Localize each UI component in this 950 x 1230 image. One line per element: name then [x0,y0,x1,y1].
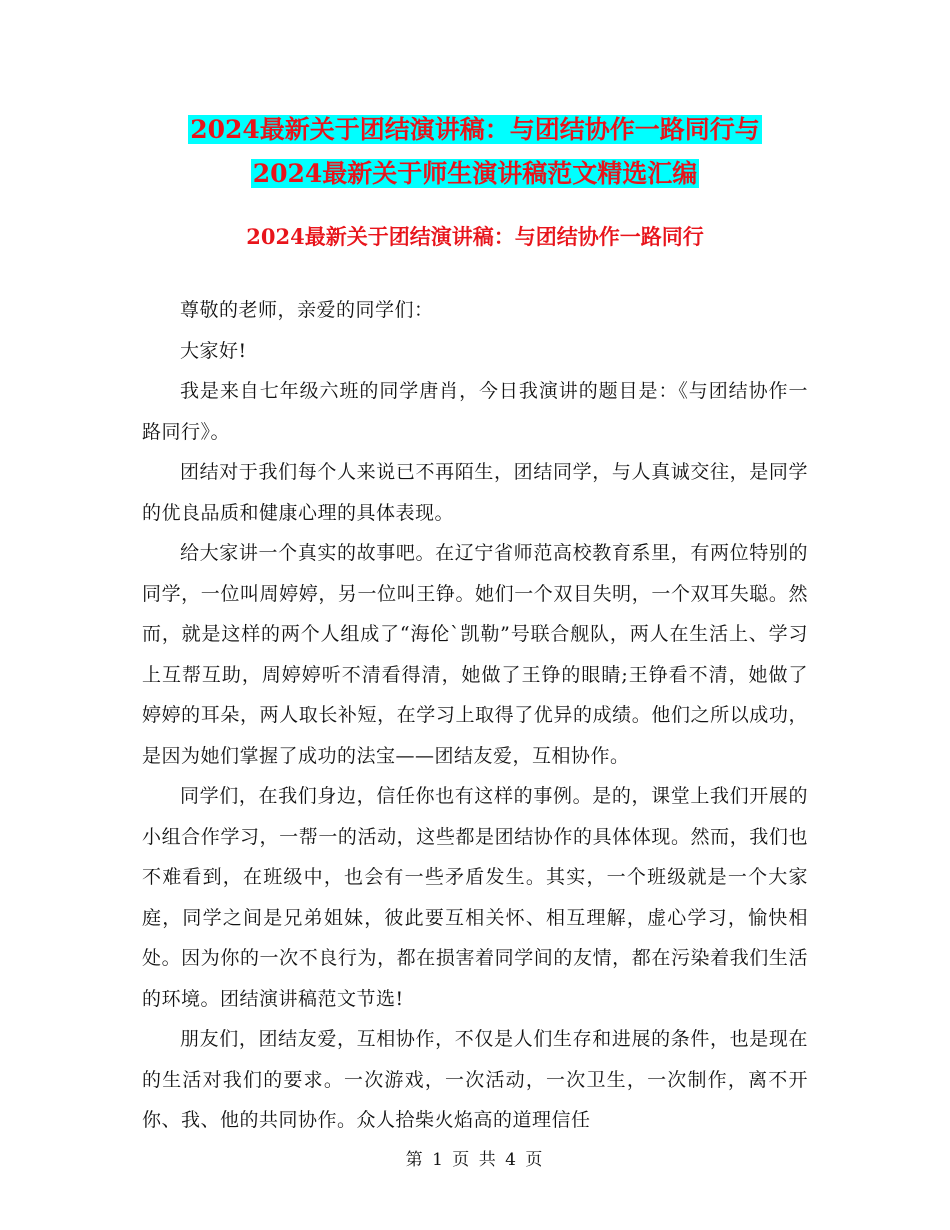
page-footer: 第 1 页 共 4 页 [405,1150,545,1170]
title-highlight: 2024最新关于师生演讲稿范文精选汇编 [252,159,698,188]
paragraph: 我是来自七年级六班的同学唐肖，今日我演讲的题目是：《与团结协作一路同行》。 [142,380,808,443]
paragraph: 同学们，在我们身边，信任你也有这样的事例。是的，课堂上我们开展的小组合作学习，一帮一的活动，这些都是团结协作的具体体现。然而，我们也不难看到，在班级中，也会有一些矛盾发生。其实，一个班级就是一个大家庭，同学之间是兄弟姐妹，彼此要互相关怀、相互理解，虚心学习，愉快相处。因为你的一次不良行为，都在损害着同学间的友情，都在污染着我们生活的环境。团结演讲稿范文节选! [142,785,808,1010]
paragraph: 尊敬的老师，亲爱的同学们： [180,299,434,321]
paragraph: 给大家讲一个真实的故事吧。在辽宁省师范高校教育系里，有两位特别的同学，一位叫周婷婷，另一位叫王铮。她们一个双目失明，一个双耳失聪。然而，就是这样的两个人组成了“海伦`凯勒”号联合舰队，两人在生活上、学习上互帮互助，周婷婷听不清看得清，她做了王铮的眼睛;王铮看不清，她做了婷婷的耳朵，两人取长补短，在学习上取得了优异的成绩。他们之所以成功，是因为她们掌握了成功的法宝——团结友爱，互相协作。 [142,542,808,767]
paragraph: 朋友们，团结友爱，互相协作，不仅是人们生存和进展的条件，也是现在的生活对我们的要求。一次游戏，一次活动，一次卫生，一次制作，离不开你、我、他的共同协作。众人拾柴火焰高的道理信任 [142,1028,808,1131]
paragraph: 团结对于我们每个人来说已不再陌生，团结同学，与人真诚交往，是同学的优良品质和健康心理的具体表现。 [142,461,808,524]
document-title-line-2 [0,152,950,196]
document-title-line-1 [0,108,950,152]
title-highlight: 2024最新关于团结演讲稿：与团结协作一路同行与 [190,115,760,144]
body-text [142,290,808,1141]
paragraph: 大家好! [180,339,247,362]
section-title: 2024最新关于团结演讲稿：与团结协作一路同行 [246,224,704,249]
